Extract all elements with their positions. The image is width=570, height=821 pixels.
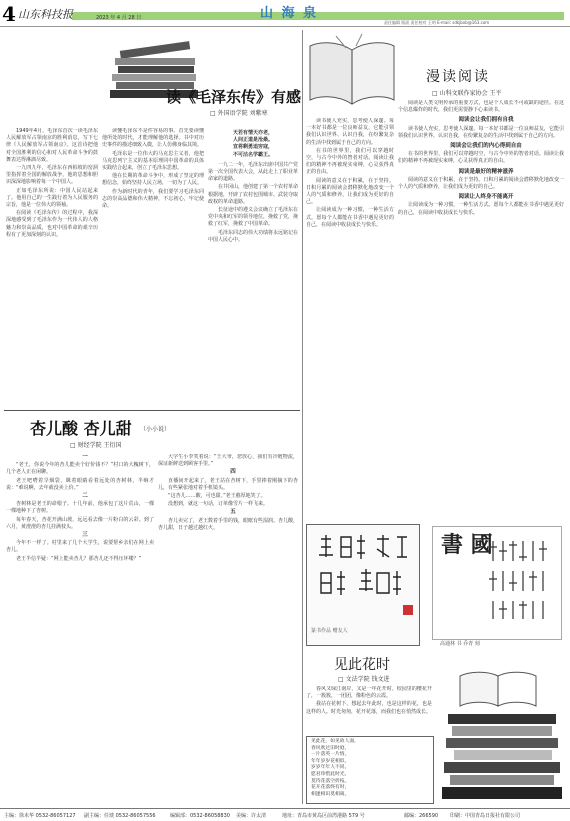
poem-line: 愿君珍惜此时光， [311,771,350,777]
poem-line: 春风吹过旧时庭， [311,745,350,751]
paragraph: 在书的世界里，我们可以穿越时空，与古今中外的智者对话。阅读让我们的精神不再被现实束缚，心灵获得真正的自由。 [398,151,564,165]
section-heading: 阅读会让我们的内心得到自由 [450,143,522,150]
article1-title: 读《毛泽东传》有感 [166,88,302,106]
poem-line: 莫待花落空折枝。 [311,778,350,784]
footer-deputy-editor: 副主编：任琰 0532-86057556 [84,813,156,819]
paragraph: 阅读的意义在于积累，在于坚持。日积月累的阅读会潜移默化地改变一个人的气质和修养，让我们成为更好的自己。 [398,176,564,191]
poem-block [208,130,298,159]
paragraph: 读书使人充实，思考使人深邃。每一本好书都是一位良师益友，它能引领我们认识世界、认识自我，在纷繁复杂的生活中找到属于自己的方向。 [306,118,394,146]
poem-line: 花开花落终有时， [311,785,350,791]
paragraph: 大学生小李笑着说：“王大爷，您放心，我们有冷链物流，保证新鲜送到顾客手里。” [158,454,298,468]
paragraph: 正如毛泽东所说：中国人民站起来了。他用自己的一生践行着为人民服务的宗旨，他是一位伟大的领袖。 [6,187,98,209]
paragraph: 阅读是人类文明传承的重要方式，也是个人成长不可或缺的途径。在这个信息爆炸的时代，我们更需要静下心来读书。 [398,100,564,114]
footer-printer: 印刷：中国青岛日报社有限公司 [450,813,521,819]
footer-editor: 主编：徐未华 0532-86057127 [4,813,76,819]
article1-byline: □ 外国语学院 刘紫寒 [210,110,268,117]
paragraph: 我站在花树下，想起去年此时，也是这样的花，也是这样的人。时光匆匆，花开花落，而我们也在悄然成长。 [306,701,432,715]
seal-characters: 書 國 [441,532,493,558]
article2-title: 杏儿酸 杏儿甜 [30,419,132,438]
paragraph: 老王吧嗒着旱烟袋，眯着眼睛看着远处的杏树林，半晌才说：“难说啊，去年就没卖上价。” [6,477,154,491]
calligraphy-caption: 篆书作品 赠友人 [311,628,348,634]
poem-line: 相逢相识莫相离。 [311,791,350,797]
article2-byline: □ 财经学院 王衍国 [70,442,122,449]
section-number: 一 [82,454,88,460]
section-heading: 阅读让人终身不能离开 [458,194,514,201]
section-number: 二 [82,493,88,500]
article3-illustration [306,30,398,114]
article3-byline: □ 山科文联作家协会 王平 [432,90,502,97]
poem-line: 岁岁年年人不同。 [311,765,350,771]
section-title: 山 海 泉 [260,6,319,21]
paragraph: 一九二一年，毛泽东出席中国共产党第一次全国代表大会，从此走上了职业革命家的道路。 [208,161,298,183]
poem-line: 年年岁岁花相似， [311,758,350,764]
article1-column-1 [6,128,98,408]
poem-box [306,736,434,804]
section-heading: 阅读会让我们拥有自我 [458,117,514,124]
paragraph: 作为新时代的青年，我们要学习毛泽东同志的崇高品德和伟大精神，不忘初心，牢记使命。 [102,188,204,210]
article4-byline: □ 文法学院 钱文进 [338,676,390,683]
poem-line: 人间正道是沧桑。 [232,137,273,144]
header-rule [0,26,570,27]
open-book-icon [306,30,398,114]
article4-intro [306,686,432,734]
seal-artwork [432,526,562,640]
section-number: 三 [82,532,88,539]
article3-title: 漫读阅读 [426,69,490,85]
page-footer [0,808,570,821]
books-stack-icon [438,656,566,804]
paragraph: 让阅读成为一种习惯，一种生活方式。愿每个人都能在书香中遇见更好的自己，在阅读中收获成长与快乐。 [398,202,564,216]
paper-name: 山东科技报 [18,8,73,21]
section-number: 四 [230,469,236,476]
seal-script-icon [487,535,557,625]
paragraph: 没想到，就这一句话，订单像雪片一样飞来。 [168,501,269,508]
paragraph: 阅读的意义在于积累，在于坚持。日积月累的阅读会潜移默化地改变一个人的气质和修养，让我们成为更好的自己。 [306,177,394,206]
paragraph: 在书的世界里，我们可以穿越时空，与古今中外的智者对话。阅读让我们的精神不再被现实束缚，心灵获得真正的自由。 [306,147,394,176]
paragraph: 他在长期的革命斗争中，形成了坚定的理想信念，始终坚持人民立场，一切为了人民。 [102,173,204,187]
paragraph: 杏树林是老王的命根子。十几年前，他承包了这片荒山，一棵一棵地种下了杏树。 [6,501,154,515]
article2-column-1 [6,454,154,804]
article2-column-2 [158,454,298,804]
article3-left-column [306,118,394,398]
footer-editorial-office: 编辑部：0532-86058830 [170,813,230,819]
paragraph: 在阅读《毛泽东传》的过程中，我深深地感受到了毛泽东作为一代伟人的人格魅力和崇高品质，也对中国革命的艰辛历程有了更加深刻的认识。 [6,210,98,238]
column-divider [302,30,303,804]
article4-title: 见此花时 [334,657,390,673]
calligraphy-image [307,525,419,625]
poem-line: 见此花，如见故人面， [311,739,359,744]
paragraph: 杏儿卖完了，老王数着手里的钱，眼眶有些湿润。杏儿酸，杏儿甜，日子越过越红火。 [158,517,298,531]
paragraph: 老王半信半疑：“网上能卖杏儿？那杏儿还不得压坏喽？” [16,555,142,562]
article3-body [398,100,564,520]
paragraph: “老王，你说今年的杏儿能卖个好价钱不？”村口的大槐树下，几个老人正在闲聊。 [6,462,154,476]
calligraphy-artwork [306,524,420,646]
publication-date: 2023 年 4 月 28 日 [96,15,142,21]
section-divider [4,410,300,411]
article1-column-3 [208,128,298,408]
article2-subtitle: （小小说） [140,426,171,433]
paragraph: “这杏儿……酸，可也甜。”老王憨厚地笑了。 [168,493,266,500]
paragraph: 今年不一样了。村里来了几个大学生，说要帮乡亲们在网上卖杏儿。 [6,540,154,554]
paragraph: 读懂毛泽东不是件容易的事。首先要读懂他所处的时代，才能理解他的选择。书中对历史事件的描述细致入微，让人仿佛身临其境。 [102,128,204,149]
section-number: 五 [230,509,236,516]
paragraph: 一九四九年，毛泽东在西柏坡的窑洞里指挥着全国的解放战争，他的思想和胆识深深地影响着每一个中国人。 [6,165,98,186]
paragraph: 毛泽东是一位伟大的马克思主义者，他把马克思列宁主义的基本原理同中国革命的具体实践结合起来，创立了毛泽东思想。 [102,150,204,172]
section-heading: 阅读是最好的精神滋养 [458,168,514,175]
paragraph: 在井冈山，他创建了第一个农村革命根据地，开辟了农村包围城市、武装夺取政权的革命道路。 [208,184,298,205]
footer-address: 地址：青岛市黄岛区前湾港路 579 号 [282,813,365,819]
paragraph: 春风又绿江南岸，又是一年花开时。校园里的樱花开了，一簇簇，一团团，像粉色的云霞。 [306,686,432,700]
contact-line: 责任编辑 版面 责任校对 王明 E-mail: sdkjbxb@163.com [384,20,490,25]
poem-line: 一片落英一片情。 [311,752,350,758]
poem-line: 宜将剩勇追穷寇， [232,144,273,151]
page-number: 4 [2,2,16,26]
paragraph: 每年春天，杏花开满山坡，远远看去像一片粉白的云彩。到了六月，黄澄澄的杏儿挂满枝头。 [6,516,154,530]
paragraph: 1949年4月，毛泽东首次一读毛泽东人民解放军占领南京的胜利消息，写下七律《人民解放军占领南京》。这首诗把他对全国胜利的信心和对人民革命斗争的鼓舞表达得淋漓尽致。 [6,128,98,163]
paragraph: 直播间开起来了。老王站在杏树下，手里捧着刚摘下的杏儿，有些紧张地对着手机镜头。 [158,477,298,491]
paragraph: 长征途中的遵义会议确立了毛泽东在党中央和红军的领导地位，挽救了党，挽救了红军，挽救了中国革命。 [208,207,298,228]
paragraph: 毛泽东同志的伟大功绩将永远铭记在中国人民心中。 [208,229,298,243]
poem-line: 天若有情天亦老， [232,130,273,136]
footer-designer: 美编：许太清 [236,813,267,819]
books-illustration [438,656,566,804]
paragraph: 读书使人充实，思考使人深邃。每一本好书都是一位良师益友，它能引领我们认识世界、认识自我，在纷繁复杂的生活中找到属于自己的方向。 [398,125,564,139]
calligraphy-author: 高通林 书 乔青 刻 [440,641,480,647]
poem-line: 不可沽名学霸王。 [232,151,273,158]
article1-column-2 [102,128,204,408]
paragraph: 让阅读成为一种习惯，一种生活方式。愿每个人都能在书香中遇见更好的自己，在阅读中收获成长与快乐。 [306,207,394,228]
footer-zip: 邮编：266590 [404,813,439,819]
